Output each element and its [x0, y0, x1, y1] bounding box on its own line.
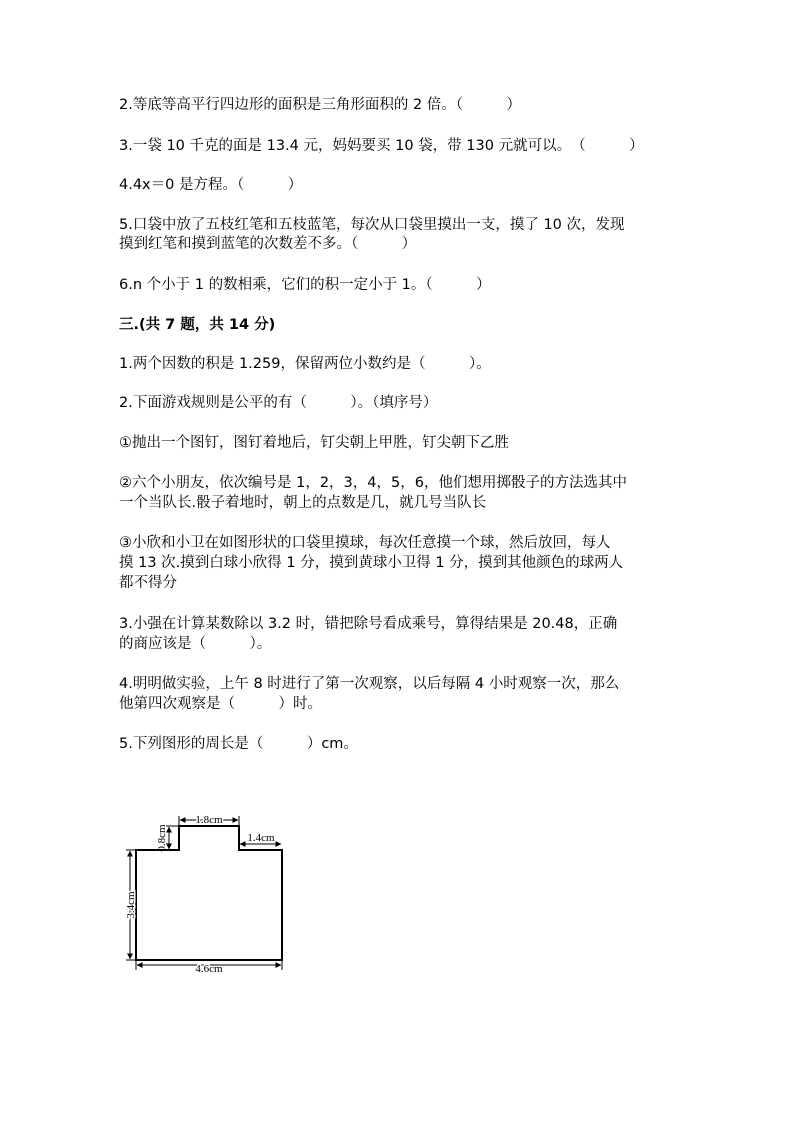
label-top: 1.8cm — [195, 814, 223, 826]
section-3-heading: 三.(共 7 题，共 14 分) — [119, 317, 276, 333]
dimension-bottom — [136, 961, 282, 975]
tf-question-6: 6.n 个小于 1 的数相乘，它们的积一定小于 1。（ ） — [119, 277, 491, 293]
fill-question-2: 2.下面游戏规则是公平的有（ ）。（填序号） — [119, 395, 438, 411]
label-bottom: 4.6cm — [195, 963, 223, 975]
fill-question-2-option-2-line1: ②六个小朋友，依次编号是 1，2，3，4，5，6，他们想用掷骰子的方法选其中 — [119, 475, 627, 491]
fill-question-2-option-2-line2: 一个当队长.骰子着地时，朝上的点数是几，就几号当队长 — [119, 495, 487, 511]
dimension-top — [179, 814, 239, 826]
tf-question-3: 3.一袋 10 千克的面是 13.4 元，妈妈要买 10 袋，带 130 元就可以。 （ ） — [119, 138, 644, 154]
label-right: 1.4cm — [247, 832, 275, 844]
fill-question-2-option-3-line2: 摸 13 次.摸到白球小欣得 1 分，摸到黄球小卫得 1 分，摸到其他颜色的球两人 — [119, 555, 624, 571]
tf-question-5-line1: 5.口袋中放了五枝红笔和五枝蓝笔，每次从口袋里摸出一支，摸了 10 次，发现 — [119, 217, 625, 233]
dimension-left-small — [156, 824, 178, 852]
tf-question-4: 4.4x＝0 是方程。（ ） — [119, 177, 303, 193]
fill-question-3-line2: 的商应该是（ ）。 — [119, 636, 272, 652]
fill-question-1: 1.两个因数的积是 1.259，保留两位小数约是（ ）。 — [119, 356, 491, 372]
fill-question-2-option-1: ①抛出一个图钉，图钉着地后，钉尖朝上甲胜，钉尖朝下乙胜 — [119, 435, 509, 451]
tf-question-2: 2.等底等高平行四边形的面积是三角形面积的 2 倍。（ ） — [119, 97, 522, 113]
fill-question-2-option-3-line1: ③小欣和小卫在如图形状的口袋里摸球，每次任意摸一个球，然后放回，每人 — [119, 535, 611, 551]
label-height: 3.4cm — [125, 891, 137, 919]
tf-question-5-line2: 摸到红笔和摸到蓝笔的次数差不多。（ ） — [119, 236, 417, 252]
label-left-small: 0.8cm — [156, 824, 168, 852]
fill-question-5: 5.下列图形的周长是（ ）cm。 — [119, 736, 358, 752]
perimeter-figure — [118, 808, 298, 980]
fill-question-4-line1: 4.明明做实验，上午 8 时进行了第一次观察，以后每隔 4 小时观察一次，那么 — [119, 676, 620, 692]
fill-question-3-line1: 3.小强在计算某数除以 3.2 时，错把除号看成乘号，算得结果是 20.48，正确 — [119, 616, 618, 632]
fill-question-4-line2: 他第四次观察是（ ）时。 — [119, 696, 322, 712]
dimension-right — [240, 832, 281, 844]
fill-question-2-option-3-line3: 都不得分 — [119, 575, 177, 591]
